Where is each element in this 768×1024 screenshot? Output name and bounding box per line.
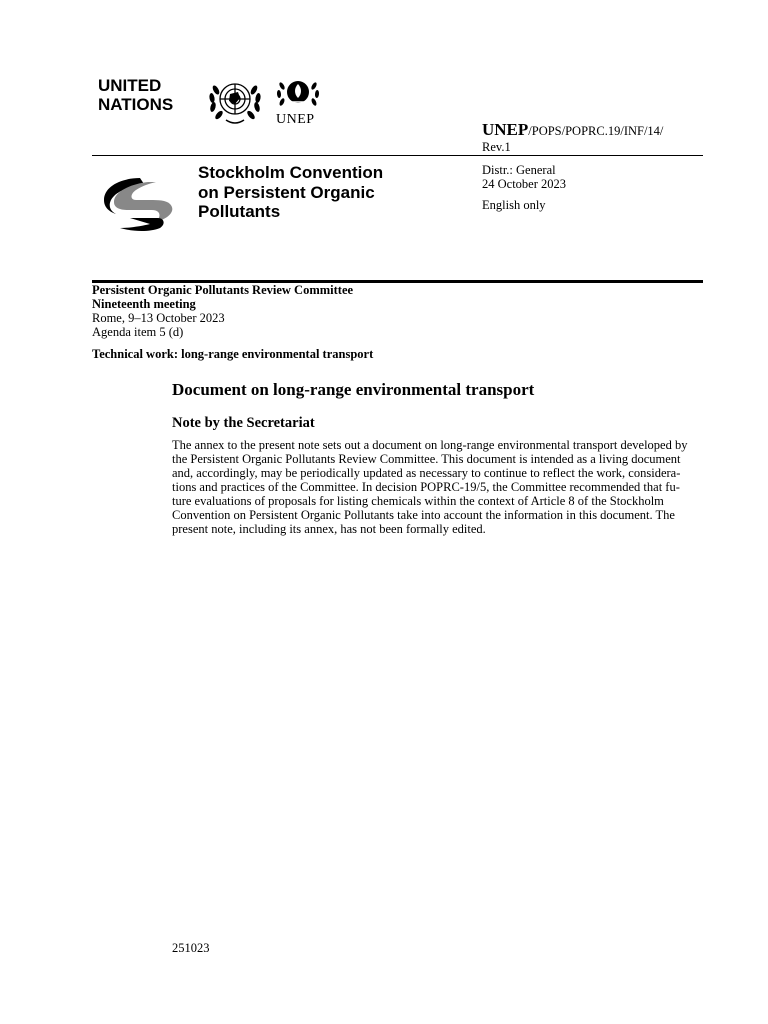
- organization-name: [98, 76, 173, 114]
- convention-title-line-2: on Persistent Organic: [198, 182, 375, 202]
- document-symbol: [482, 122, 712, 155]
- paragraph-line: ture evaluations of proposals for listing chemicals within the context of Article 8 of the Stockholm: [172, 494, 664, 508]
- un-emblem-icon: [204, 76, 266, 128]
- paragraph-line: The annex to the present note sets out a document on long-range environmental transport developed by: [172, 438, 688, 452]
- unep-emblem-icon: [274, 76, 322, 114]
- paragraph-line: tions and practices of the Committee. In decision POPRC-19/5, the Committee recommended that fu-: [172, 480, 680, 494]
- paragraph-line: Convention on Persistent Organic Pollutants take into account the information in this document. The: [172, 508, 675, 522]
- paragraph-line: and, accordingly, may be periodically updated as necessary to continue to reflect the work, considera-: [172, 466, 681, 480]
- org-line-2: NATIONS: [98, 95, 174, 114]
- stockholm-convention-logo-icon: [100, 172, 184, 234]
- distribution: Distr.: General: [482, 163, 556, 177]
- symbol-prefix: UNEP: [482, 120, 529, 139]
- job-number: 251023: [172, 941, 210, 955]
- body-paragraph: [172, 438, 704, 536]
- convention-title: [198, 163, 438, 222]
- paragraph-line: present note, including its annex, has not been formally edited.: [172, 522, 486, 536]
- meeting-info: [92, 283, 353, 339]
- note-subtitle: Note by the Secretariat: [172, 415, 315, 431]
- symbol-rest: /POPS/POPRC.19/INF/14/: [528, 124, 664, 138]
- session-name: Nineteenth meeting: [92, 297, 196, 311]
- language-note: English only: [482, 198, 546, 212]
- committee-name: Persistent Organic Pollutants Review Committee: [92, 283, 354, 297]
- symbol-revision: Rev.1: [482, 140, 511, 154]
- agenda-title: Technical work: long-range environmental transport: [92, 347, 374, 361]
- place-date: Rome, 9–13 October 2023: [92, 311, 225, 325]
- issue-date: 24 October 2023: [482, 177, 567, 191]
- distribution-block: [482, 163, 566, 191]
- org-line-1: UNITED: [98, 76, 162, 95]
- agenda-item: Agenda item 5 (d): [92, 325, 184, 339]
- header-divider: [92, 155, 703, 156]
- convention-title-line-1: Stockholm Convention: [198, 163, 384, 182]
- paragraph-line: the Persistent Organic Pollutants Review Committee. This document is intended as a living document: [172, 452, 681, 466]
- unep-logo-text: UNEP: [276, 112, 315, 127]
- document-title: Document on long-range environmental transport: [172, 380, 535, 399]
- convention-title-line-3: Pollutants: [198, 202, 281, 221]
